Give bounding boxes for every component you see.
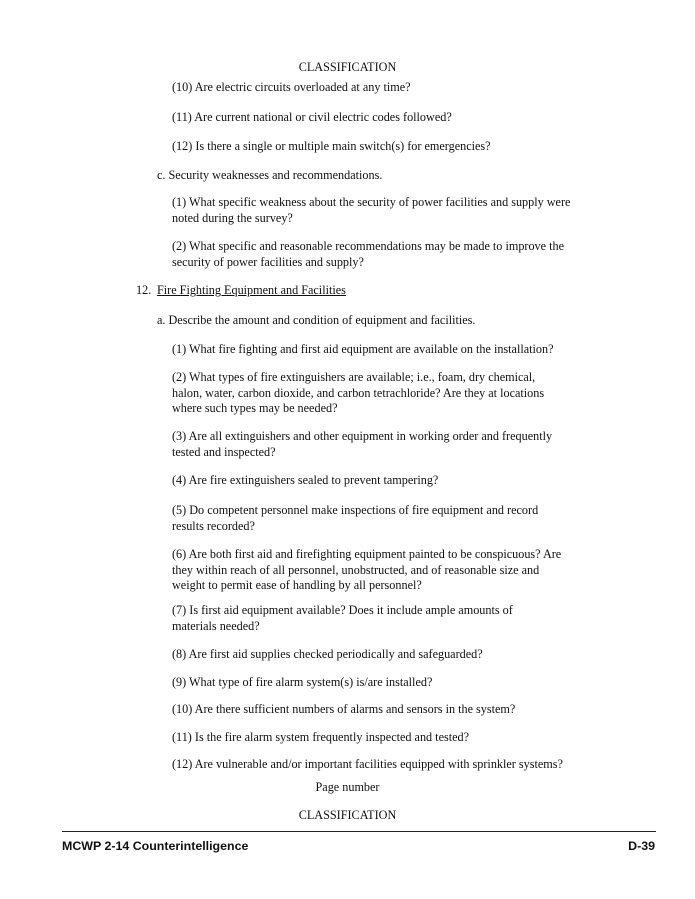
fire-question-2: (2) What types of fire extinguishers are available; i.e., foam, dry chemical, halon, water, carbon dioxide, and carbon tetrachloride? Are they at locations where such types may be needed? <box>172 370 545 415</box>
classification-header: CLASSIFICATION <box>298 60 397 74</box>
fire-question-8: (8) Are first aid supplies checked periodically and safeguarded? <box>172 647 483 661</box>
fire-question-3: (3) Are all extinguishers and other equipment in working order and frequently tested and inspected? <box>172 429 553 459</box>
publication-title: MCWP 2-14 Counterintelligence <box>62 839 249 853</box>
page-id: D-39 <box>628 839 655 853</box>
footer-divider <box>62 831 656 832</box>
fire-question-9: (9) What type of fire alarm system(s) is/are installed? <box>172 675 433 689</box>
section-12-title: Fire Fighting Equipment and Facilities <box>157 283 346 297</box>
question-11: (11) Are current national or civil electric codes followed? <box>172 110 452 124</box>
question-10: (10) Are electric circuits overloaded at any time? <box>172 80 411 94</box>
section-12-number: 12. <box>136 283 152 297</box>
fire-question-12: (12) Are vulnerable and/or important facilities equipped with sprinkler systems? <box>172 757 563 771</box>
subsection-c-heading: c. Security weaknesses and recommendations. <box>157 168 383 182</box>
page-number-label: Page number <box>315 780 380 794</box>
question-12: (12) Is there a single or multiple main switch(s) for emergencies? <box>172 139 491 153</box>
subsection-a-heading: a. Describe the amount and condition of equipment and facilities. <box>157 313 476 327</box>
fire-question-11: (11) Is the fire alarm system frequently inspected and tested? <box>172 730 470 744</box>
question-c-2: (2) What specific and reasonable recommendations may be made to improve the security of power facilities and supply? <box>172 239 564 269</box>
fire-question-6: (6) Are both first aid and firefighting equipment painted to be conspicuous? Are they within reach of all personnel, unobstructed, and of reasonable size and weight to permit ease of handling by all personnel? <box>172 547 562 592</box>
fire-question-5: (5) Do competent personnel make inspections of fire equipment and record results recorded? <box>172 503 539 533</box>
fire-question-10: (10) Are there sufficient numbers of alarms and sensors in the system? <box>172 702 516 716</box>
question-c-1: (1) What specific weakness about the security of power facilities and supply were noted during the survey? <box>172 195 571 225</box>
fire-question-1: (1) What fire fighting and first aid equipment are available on the installation? <box>172 342 554 356</box>
fire-question-4: (4) Are fire extinguishers sealed to prevent tampering? <box>172 473 439 487</box>
fire-question-7: (7) Is first aid equipment available? Does it include ample amounts of materials needed? <box>172 603 513 633</box>
classification-footer: CLASSIFICATION <box>298 808 397 822</box>
